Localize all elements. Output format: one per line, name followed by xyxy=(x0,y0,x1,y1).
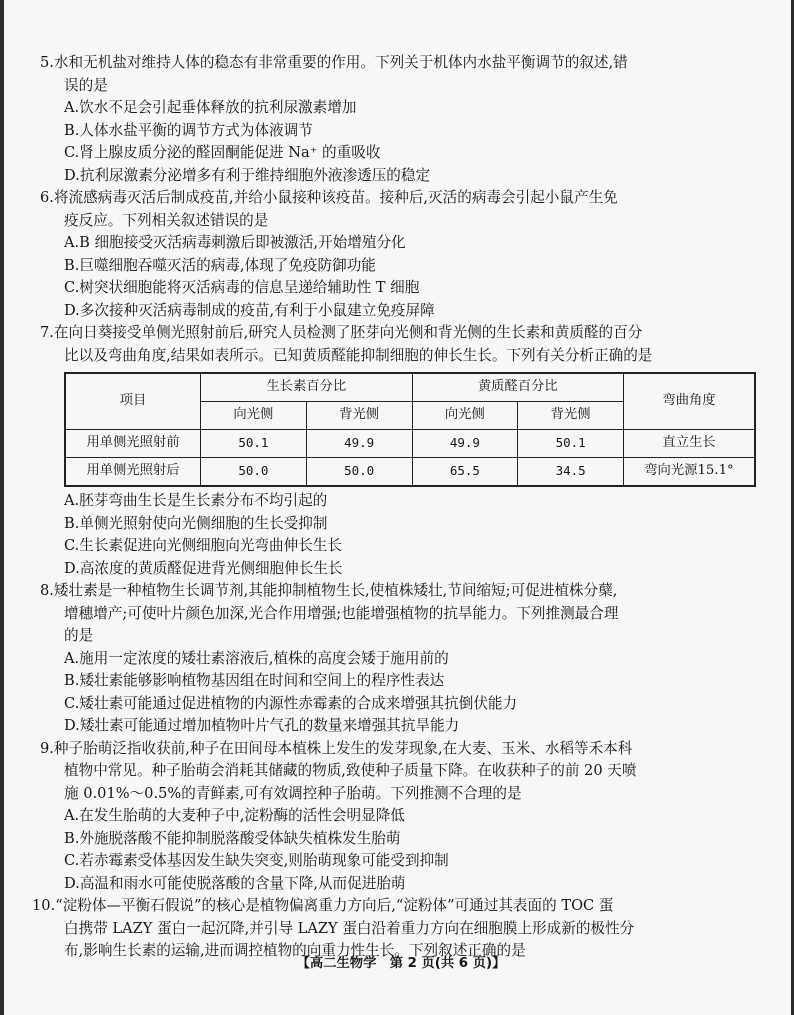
cell-angle: 直立生长 xyxy=(624,430,756,458)
q7-option-b: B.单侧光照射使向光侧细胞的生长受抑制 xyxy=(64,514,328,532)
table-row xyxy=(65,430,755,458)
table-header-angle: 弯曲角度 xyxy=(624,373,756,430)
cell-auxin-shade: 50.0 xyxy=(306,458,412,487)
q9-option-b: B.外施脱落酸不能抑制脱落酸受体缺失植株发生胎萌 xyxy=(64,829,401,847)
table-header-xanthoxin: 黄质醛百分比 xyxy=(412,373,624,402)
cell-xan-light: 65.5 xyxy=(412,458,518,487)
q6-option-d: D.多次接种灭活病毒制成的疫苗,有利于小鼠建立免疫屏障 xyxy=(64,301,435,319)
q5-option-b: B.人体水盐平衡的调节方式为体液调节 xyxy=(64,121,313,139)
q9-option-d: D.高温和雨水可能使脱落酸的含量下降,从而促进胎萌 xyxy=(64,874,406,892)
table-row xyxy=(65,458,755,487)
q7-option-d: D.高浓度的黄质醛促进背光侧细胞伸长生长 xyxy=(64,559,343,577)
cell-auxin-shade: 49.9 xyxy=(306,430,412,458)
q7-stem-line1: 7.在向日葵接受单侧光照射前后,研究人员检测了胚芽向光侧和背光侧的生长素和黄质醛的百分 xyxy=(40,324,643,341)
question-7 xyxy=(40,322,762,580)
q6-option-c: C.树突状细胞能将灭活病毒的信息呈递给辅助性 T 细胞 xyxy=(64,279,420,296)
q5-option-a: A.饮水不足会引起垂体释放的抗利尿激素增加 xyxy=(64,99,357,116)
q8-stem-line1: 8.矮壮素是一种植物生长调节剂,其能抑制植物生长,使植株矮壮,节间缩短;可促进植株分蘖, xyxy=(40,582,618,599)
q10-stem-line1: 10.“淀粉体—平衡石假说”的核心是植物偏离重力方向后,“淀粉体”可通过其表面的 TOC 蛋 xyxy=(32,897,614,914)
q5-stem-line2: 误的是 xyxy=(64,76,108,94)
q8-stem-line2: 增穗增产;可使叶片颜色加深,光合作用增强;也能增强植物的抗旱能力。下列推测最合理 xyxy=(64,604,619,622)
table-header-item: 项目 xyxy=(65,373,201,430)
q7-data-table xyxy=(64,372,756,487)
table-subheader-xan-shade: 背光侧 xyxy=(518,402,624,430)
q9-stem-line3: 施 0.01%～0.5%的青鲜素,可有效调控种子胎萌。下列推测不合理的是 xyxy=(64,784,522,802)
q8-stem-line3: 的是 xyxy=(64,627,94,644)
question-6 xyxy=(40,187,762,322)
table-subheader-auxin-light: 向光侧 xyxy=(201,402,307,430)
table-subheader-auxin-shade: 背光侧 xyxy=(306,402,412,430)
cell-xan-light: 49.9 xyxy=(412,430,518,458)
question-9 xyxy=(40,738,762,896)
q7-option-c: C.生长素促进向光侧细胞向光弯曲伸长生长 xyxy=(64,537,342,554)
q9-stem-line1: 9.种子胎萌泛指收获前,种子在田间母本植株上发生的发芽现象,在大麦、玉米、水稻等禾本科 xyxy=(40,739,633,757)
page-footer: 【高二生物学 第 2 页(共 6 页)】 xyxy=(296,956,506,971)
question-list xyxy=(32,52,762,963)
q8-option-c: C.矮壮素可能通过促进植物的内源性赤霉素的合成来增强其抗倒伏能力 xyxy=(64,694,518,712)
q5-stem-line1: 5.水和无机盐对维持人体的稳态有非常重要的作用。下列关于机体内水盐平衡调节的叙述,错 xyxy=(40,54,628,71)
q6-stem-line2: 疫反应。下列相关叙述错误的是 xyxy=(64,211,269,229)
q6-stem-line1: 6.将流感病毒灭活后制成疫苗,并给小鼠接种该疫苗。接种后,灭活的病毒会引起小鼠产生免 xyxy=(40,189,618,206)
q9-stem-line2: 植物中常见。种子胎萌会消耗其储藏的物质,致使种子质量下降。在收获种子的前 20 天喷 xyxy=(64,762,637,779)
question-5 xyxy=(40,52,762,187)
table-header-auxin: 生长素百分比 xyxy=(201,373,413,402)
row-label: 用单侧光照射前 xyxy=(65,430,201,458)
q9-option-a: A.在发生胎萌的大麦种子中,淀粉酶的活性会明显降低 xyxy=(64,807,405,824)
q8-option-d: D.矮壮素可能通过增加植物叶片气孔的数量来增强其抗旱能力 xyxy=(64,717,460,734)
q10-stem-line3: 布,影响生长素的运输,进而调控植物的向重力性生长。下列叙述正确的是 xyxy=(64,942,526,959)
q7-stem-line2: 比以及弯曲角度,结果如表所示。已知黄质醛能抑制细胞的伸长生长。下列有关分析正确的是 xyxy=(64,346,653,364)
row-label: 用单侧光照射后 xyxy=(65,458,201,487)
q10-stem-line2: 白携带 LAZY 蛋白一起沉降,并引导 LAZY 蛋白沿着重力方向在细胞膜上形成新的极性分 xyxy=(64,919,635,937)
q5-option-d: D.抗利尿激素分泌增多有利于维持细胞外液渗透压的稳定 xyxy=(64,166,431,184)
q6-option-a: A.B 细胞接受灭活病毒刺激后即被激活,开始增殖分化 xyxy=(64,234,406,251)
question-8 xyxy=(40,580,762,738)
cell-auxin-light: 50.1 xyxy=(201,430,307,458)
cell-angle: 弯向光源15.1° xyxy=(624,458,756,487)
q7-option-a: A.胚芽弯曲生长是生长素分布不均引起的 xyxy=(64,492,328,509)
table-subheader-xan-light: 向光侧 xyxy=(412,402,518,430)
q8-option-a: A.施用一定浓度的矮壮素溶液后,植株的高度会矮于施用前的 xyxy=(64,649,449,667)
q6-option-b: B.巨噬细胞吞噬灭活的病毒,体现了免疫防御功能 xyxy=(64,256,376,274)
q5-option-c: C.肾上腺皮质分泌的醛固酮能促进 Na⁺ 的重吸收 xyxy=(64,144,381,161)
cell-auxin-light: 50.0 xyxy=(201,458,307,487)
cell-xan-shade: 50.1 xyxy=(518,430,624,458)
q9-option-c: C.若赤霉素受体基因发生缺失突变,则胎萌现象可能受到抑制 xyxy=(64,852,449,869)
cell-xan-shade: 34.5 xyxy=(518,458,624,487)
q8-option-b: B.矮壮素能够影响植物基因组在时间和空间上的程序性表达 xyxy=(64,672,445,689)
